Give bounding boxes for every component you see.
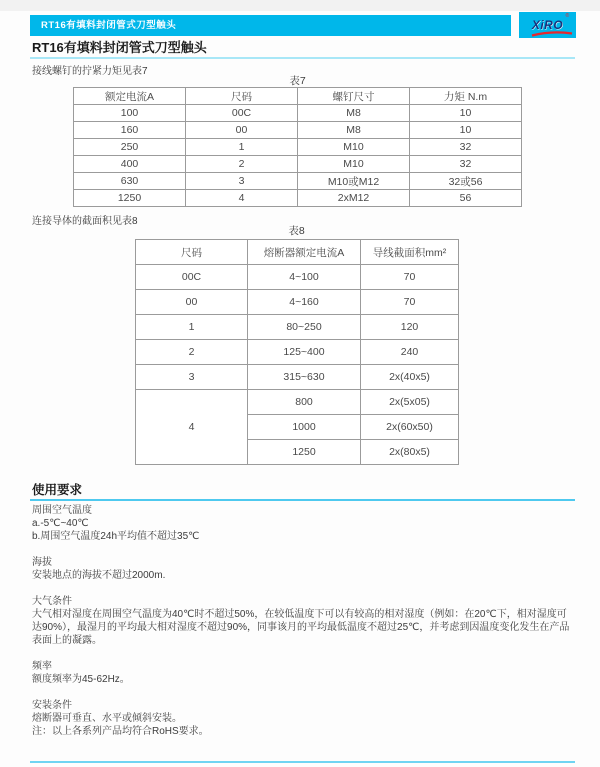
table-cell: 70 (361, 290, 459, 315)
usage-section-frequency (32, 660, 575, 686)
usage-section-installation (32, 699, 575, 738)
logo-text: XiRO (531, 18, 564, 32)
table-cell: 56 (410, 190, 522, 207)
table-row (136, 290, 459, 315)
table-cell: M8 (298, 105, 410, 122)
table-header-row (74, 88, 522, 105)
table-cell: 1250 (74, 190, 186, 207)
table-cell: 00 (136, 290, 248, 315)
table-cell: 4 (186, 190, 298, 207)
table-cell: 70 (361, 265, 459, 290)
table-row (74, 190, 522, 207)
table-cell: 00C (136, 265, 248, 290)
page-title: RT16有填料封闭管式刀型触头 (32, 40, 207, 55)
table-cell: 1 (136, 315, 248, 340)
table-cell: M10或M12 (298, 173, 410, 190)
table-cell: 2 (136, 340, 248, 365)
table-cell: 400 (74, 156, 186, 173)
table-cell: 1250 (248, 440, 361, 465)
registered-trademark-icon: ® (565, 13, 570, 19)
conductor-table (135, 239, 459, 465)
table8-intro: 连接导体的截面积见表8 (32, 216, 138, 227)
column-header: 力矩 N.m (410, 88, 522, 105)
usage-section-title: 安装条件 (32, 700, 72, 711)
table-header-row (136, 240, 459, 265)
table-cell: 10 (410, 105, 522, 122)
table-cell: 32 (410, 156, 522, 173)
table-cell: 100 (74, 105, 186, 122)
table-cell: 250 (74, 139, 186, 156)
table-cell: 2x(60x50) (361, 415, 459, 440)
table-cell: M10 (298, 139, 410, 156)
table-cell: M10 (298, 156, 410, 173)
header-bar-title: RT16有填料封闭管式刀型触头 (41, 20, 177, 31)
usage-heading: 使用要求 (32, 483, 83, 497)
usage-body (32, 504, 575, 751)
usage-line: b.周围空气温度24h平均值不超过35℃ (32, 531, 200, 542)
usage-line: 注：以上各系列产品均符合RoHS要求。 (32, 726, 209, 737)
table-cell: 630 (74, 173, 186, 190)
usage-line: 额度频率为45-62Hz。 (32, 674, 130, 685)
usage-section-title: 大气条件 (32, 596, 72, 607)
column-header: 熔断器额定电流A (248, 240, 361, 265)
table-cell: 2x(40x5) (361, 365, 459, 390)
table-cell: 4 (136, 390, 248, 465)
brand-logo (519, 12, 576, 38)
table-row (74, 156, 522, 173)
table-cell: 125~400 (248, 340, 361, 365)
page-bottom-divider (30, 761, 575, 763)
usage-line: 安装地点的海拔不超过2000m. (32, 570, 166, 581)
table-cell: 800 (248, 390, 361, 415)
table-row (136, 390, 459, 415)
column-header: 导线截面积mm² (361, 240, 459, 265)
table-cell: 80~250 (248, 315, 361, 340)
table7-caption: 表7 (289, 75, 306, 87)
usage-section-title: 周围空气温度 (32, 505, 92, 516)
usage-section-atmosphere (32, 595, 575, 647)
table-cell: 00C (186, 105, 298, 122)
usage-section-altitude (32, 556, 575, 582)
table-cell: 2 (186, 156, 298, 173)
table-row (74, 173, 522, 190)
page-top-margin (0, 0, 600, 11)
table-cell: 3 (186, 173, 298, 190)
table-row (136, 265, 459, 290)
usage-line: 大气相对湿度在周围空气温度为40℃时不超过50%，在较低温度下可以有较高的相对湿度（例如：在20℃下，相对湿度可达90%），最湿月的平均最大相对湿度不超过90%，同事该月的平均最低温度不超过25℃，并考虑到因温度变化发生在产品表面上的凝露。 (32, 609, 570, 646)
table-cell: 32 (410, 139, 522, 156)
table-cell: 2x(5x05) (361, 390, 459, 415)
table7-intro: 接线螺钉的拧紧力矩见表7 (32, 66, 148, 77)
column-header: 尺码 (136, 240, 248, 265)
table-cell: 120 (361, 315, 459, 340)
table-cell: 2x(80x5) (361, 440, 459, 465)
torque-table (73, 87, 522, 207)
table-row (74, 122, 522, 139)
table-cell: 3 (136, 365, 248, 390)
column-header: 尺码 (186, 88, 298, 105)
usage-section-title: 海拔 (32, 557, 52, 568)
table-cell: 10 (410, 122, 522, 139)
column-header: 额定电流A (74, 88, 186, 105)
title-divider (30, 57, 575, 59)
usage-divider (30, 499, 575, 501)
table-cell: 32或56 (410, 173, 522, 190)
table-row (74, 105, 522, 122)
table-cell: 2xM12 (298, 190, 410, 207)
table-cell: 315~630 (248, 365, 361, 390)
table-cell: 4~160 (248, 290, 361, 315)
column-header: 螺钉尺寸 (298, 88, 410, 105)
table-row (136, 365, 459, 390)
table8-caption: 表8 (288, 225, 305, 237)
table-cell: 240 (361, 340, 459, 365)
table-row (136, 340, 459, 365)
table-cell: 4~100 (248, 265, 361, 290)
table-cell: M8 (298, 122, 410, 139)
table-cell: 160 (74, 122, 186, 139)
usage-line: a.-5℃~40℃ (32, 518, 89, 529)
header-bar (30, 15, 511, 36)
table-row (136, 315, 459, 340)
usage-section-title: 频率 (32, 661, 52, 672)
table-cell: 1 (186, 139, 298, 156)
table-cell: 1000 (248, 415, 361, 440)
usage-section-ambient-temp (32, 504, 575, 543)
usage-line: 熔断器可垂直、水平或倾斜安装。 (32, 713, 182, 724)
table-cell: 00 (186, 122, 298, 139)
logo-swoosh-icon (531, 30, 573, 37)
table-row (74, 139, 522, 156)
